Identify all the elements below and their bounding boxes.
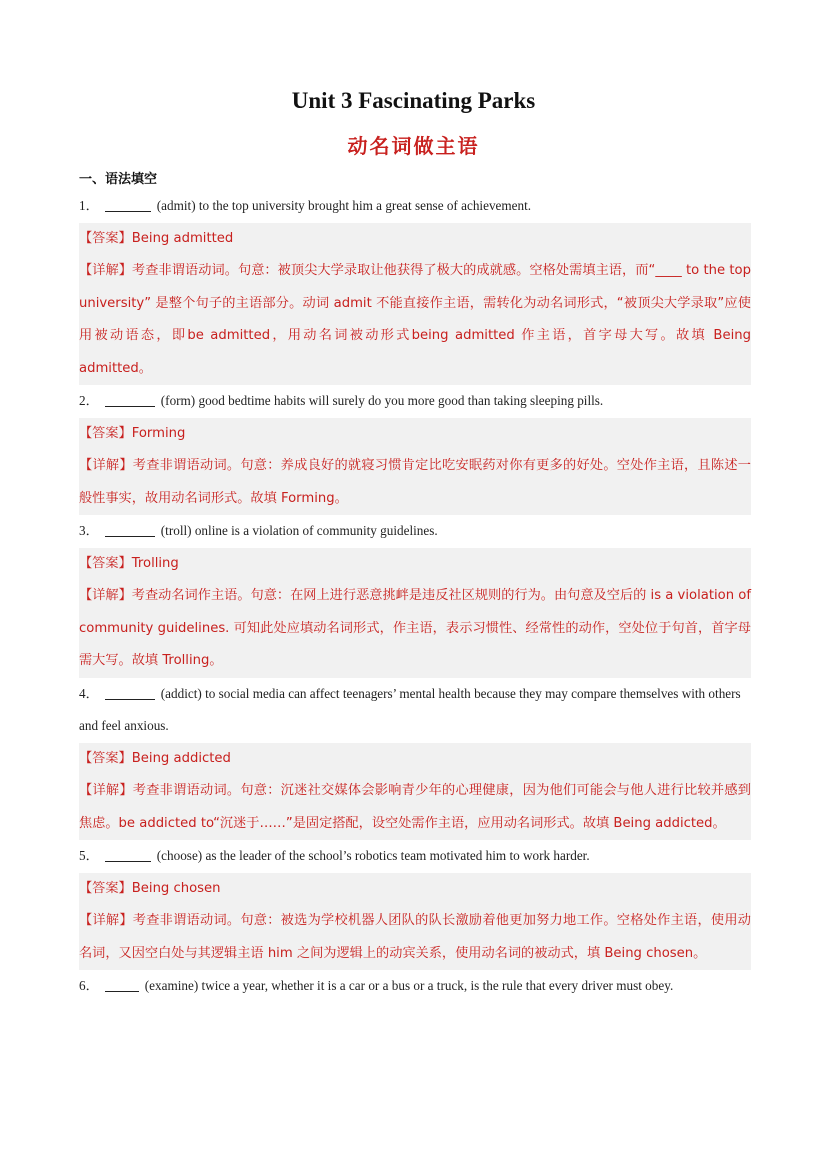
answer-tag: 【答案】: [79, 555, 132, 571]
answer-line: [79, 418, 751, 451]
question-6: [79, 970, 751, 1003]
detail-tag: 【详解】: [79, 588, 132, 603]
section-heading: 一、语法填空: [79, 172, 158, 187]
question-number: 4．: [79, 685, 99, 701]
page-subtitle: 动名词做主语: [347, 134, 480, 158]
answer-box-4: [79, 743, 751, 841]
answer-text: Forming: [131, 425, 186, 441]
question-text: (troll) online is a violation of community guidelines.: [160, 523, 438, 538]
answer-blank: [105, 522, 155, 537]
answer-box-5: [79, 873, 751, 971]
question-3: [79, 515, 751, 548]
question-1: [79, 190, 751, 223]
answer-box-3: [79, 548, 751, 678]
detail-tag: 【详解】: [79, 783, 133, 798]
answer-tag: 【答案】: [79, 750, 132, 766]
detail-text: [79, 580, 751, 678]
answer-box-1: [79, 223, 751, 386]
question-text: (admit) to the top university brought him a great sense of achievement.: [156, 198, 532, 213]
answer-tag: 【答案】: [79, 880, 132, 896]
page-title: Unit 3 Fascinating Parks: [291, 88, 536, 113]
answer-blank: [105, 977, 139, 992]
answer-box-2: [79, 418, 751, 516]
answer-blank: [105, 392, 155, 407]
answer-blank: [105, 847, 151, 862]
detail-text: [79, 450, 751, 515]
answer-line: [79, 873, 751, 906]
answer-tag: 【答案】: [79, 230, 132, 246]
question-number: 3．: [79, 523, 99, 538]
question-number: 5．: [79, 848, 99, 863]
detail-tag: 【详解】: [79, 913, 133, 928]
question-number: 2．: [79, 393, 99, 408]
question-2: [79, 385, 751, 418]
detail-body: 考查非谓语动词。句意：被选为学校机器人团队的队长激励着他更加努力地工作。空格处作主语，使用动名词，又因空白处与其逻辑主语 him 之间为逻辑上的动宾关系，使用动名词的被动式，填 Being chosen。: [79, 913, 751, 961]
question-list: [79, 190, 751, 1003]
answer-line: [79, 548, 751, 581]
detail-text: [79, 255, 751, 385]
answer-text: Being addicted: [131, 750, 231, 766]
answer-blank: [105, 685, 155, 700]
answer-blank: [105, 197, 151, 212]
question-4: [79, 678, 751, 743]
question-5: [79, 840, 751, 873]
answer-line: [79, 223, 751, 256]
question-text: (examine) twice a year, whether it is a car or a bus or a truck, is the rule that every driver must obey.: [144, 978, 674, 993]
answer-tag: 【答案】: [79, 425, 132, 441]
answer-text: Trolling: [131, 555, 179, 571]
question-text: (choose) as the leader of the school’s robotics team motivated him to work harder.: [156, 848, 590, 863]
question-number: 6．: [79, 978, 99, 993]
detail-body: 考查非谓语动词。句意：养成良好的就寝习惯肯定比吃安眠药对你有更多的好处。空处作主语，且陈述一般性事实，故用动名词形式。故填 Forming。: [79, 458, 751, 506]
detail-body: 考查非谓语动词。句意：被顶尖大学录取让他获得了极大的成就感。空格处需填主语，而“____ to the top university” 是整个句子的主语部分。动词 admit 不能直接作主语，需转化为动名词形式，“被顶尖大学录取”应使用被动语态，即be admitted，用动名词被动形式being admitted 作主语，首字母大写。故填 Being admitted。: [79, 263, 751, 376]
question-number: 1．: [79, 198, 99, 213]
detail-text: [79, 775, 751, 840]
detail-body: 考查非谓语动词。句意：沉迷社交媒体会影响青少年的心理健康，因为他们可能会与他人进行比较并感到焦虑。be addicted to“沉迷于……”是固定搭配，设空处需作主语，应用动名词形式。故填 Being addicted。: [79, 783, 751, 831]
answer-text: Being admitted: [131, 230, 234, 246]
detail-text: [79, 905, 751, 970]
answer-text: Being chosen: [131, 880, 221, 896]
detail-tag: 【详解】: [79, 458, 133, 473]
answer-line: [79, 743, 751, 776]
question-text: (form) good bedtime habits will surely do you more good than taking sleeping pills.: [160, 393, 604, 408]
detail-tag: 【详解】: [79, 263, 132, 278]
question-text: (addict) to social media can affect teenagers’ mental health because they may compare themselves with others and feel anxious.: [79, 685, 741, 733]
detail-body: 考查动名词作主语。句意：在网上进行恶意挑衅是违反社区规则的行为。由句意及空后的 is a violation of community guidelines. 可知此处应填动名词形式，作主语，表示习惯性、经常性的动作，空处位于句首，首字母需大写。故填 Trolling。: [79, 588, 751, 668]
